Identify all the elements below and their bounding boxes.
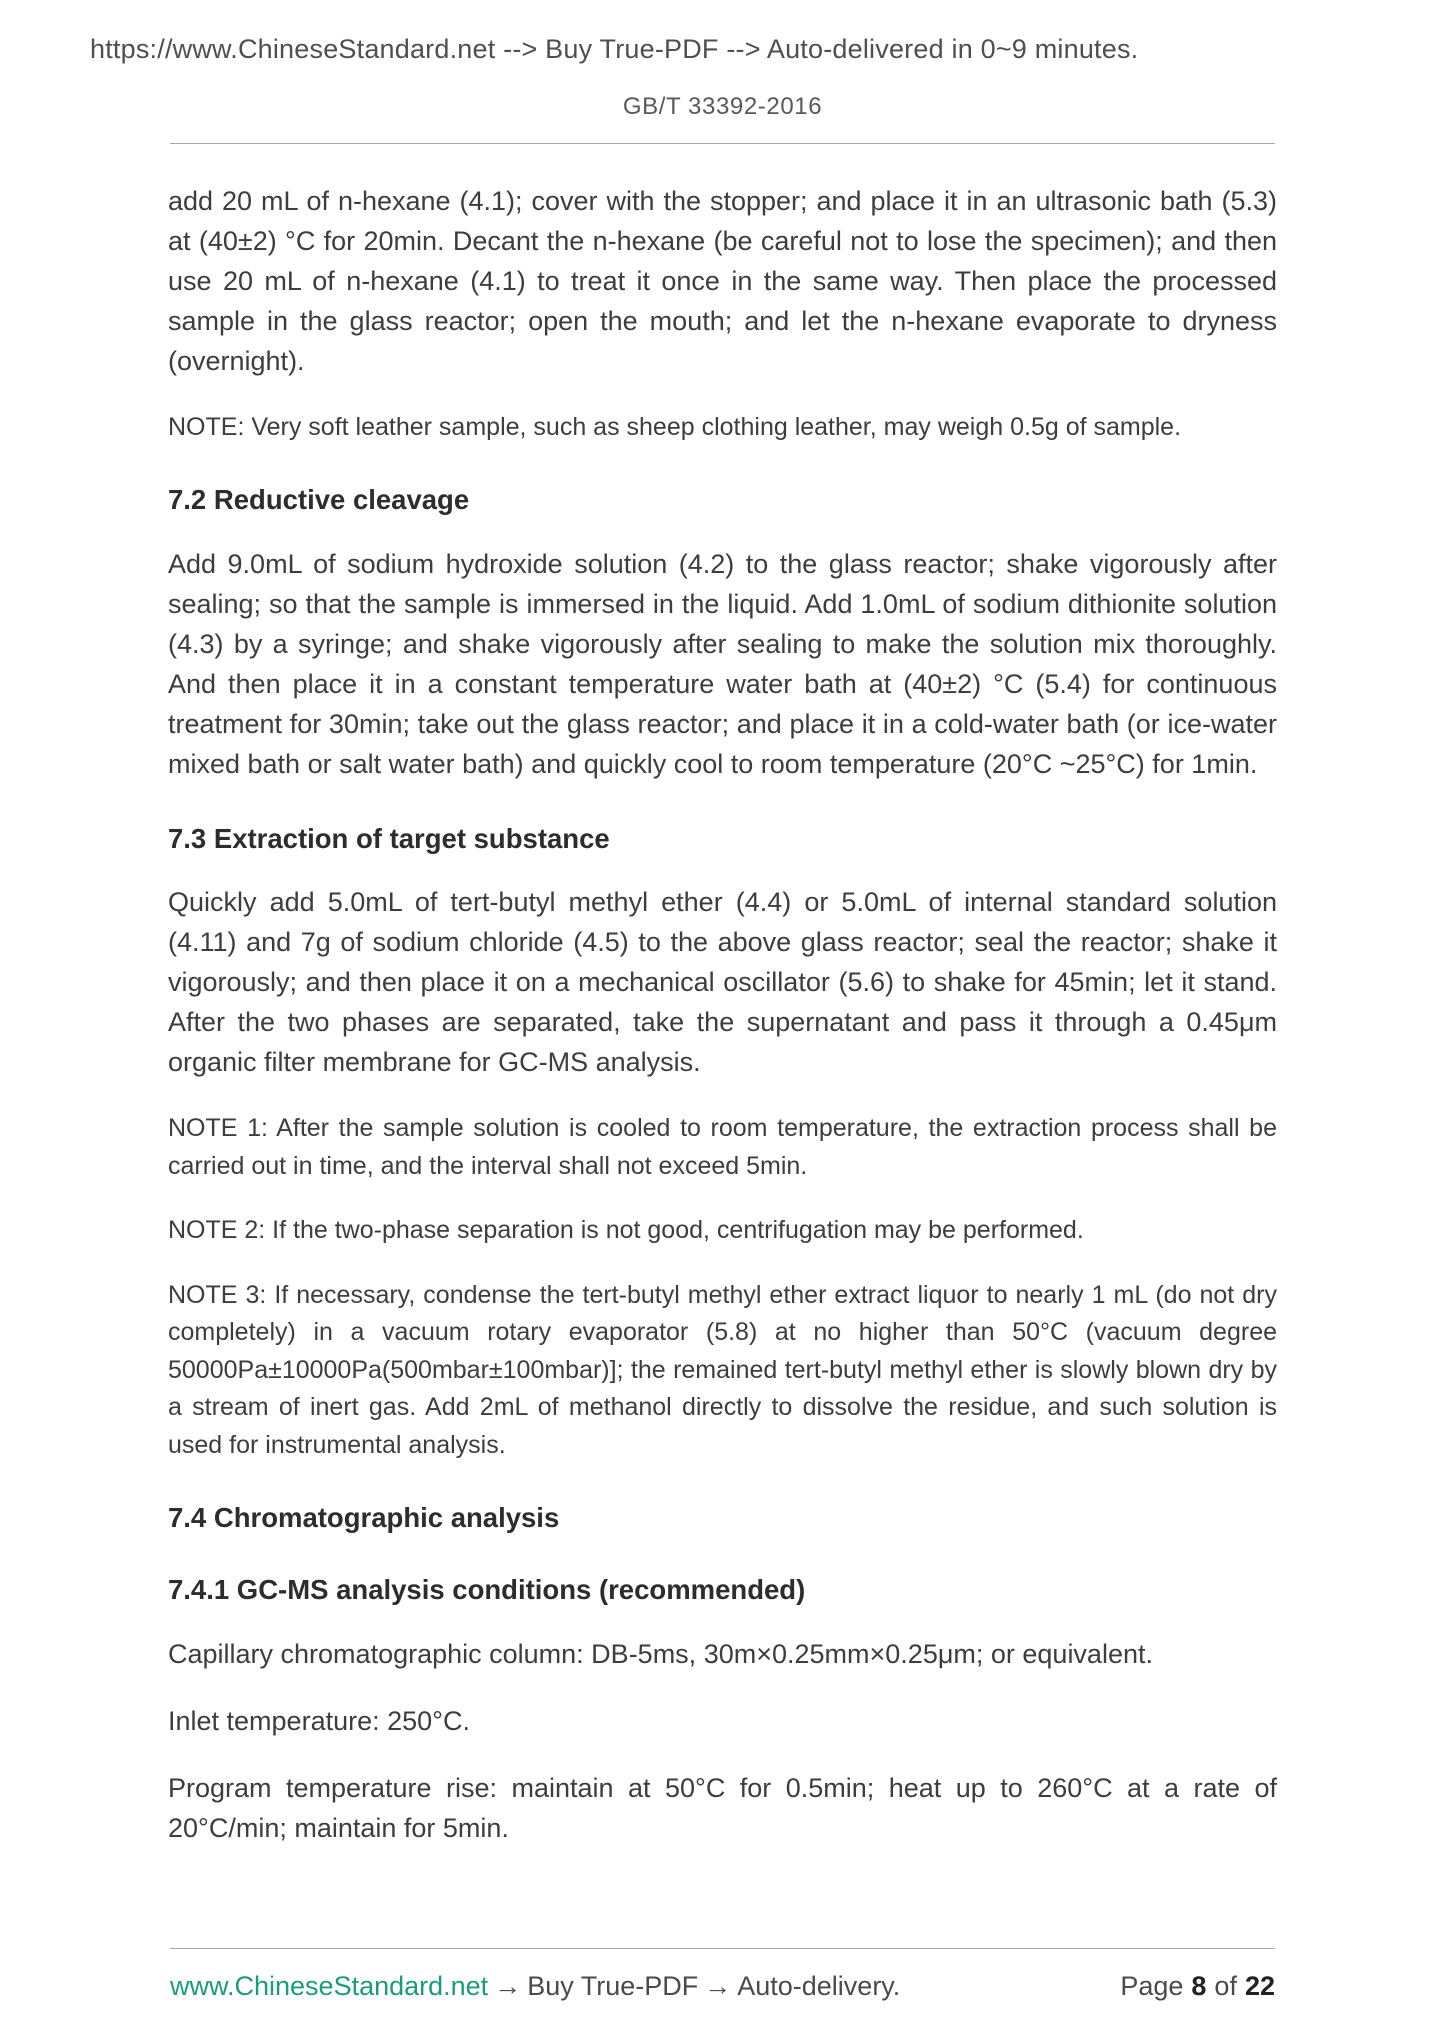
- note-1-extraction-interval: NOTE 1: After the sample solution is cooled to room temperature, the extraction process shall be carried out in time, and the interval shall not exceed 5min.: [168, 1114, 1277, 1180]
- document-body: [0, 144, 1445, 1849]
- footer-buy-text: Buy True-PDF: [527, 1971, 699, 2001]
- page-header: [0, 0, 1445, 144]
- note-3-condense-extract: NOTE 3: If necessary, condense the tert-butyl methyl ether extract liquor to nearly 1 mL (do not dry completely) in a vacuum rotary evaporator (5.8) at no higher than 50°C (vacuum degree 50000Pa±10000Pa(500mbar±100mbar)]; the remained tert-butyl methyl ether is slowly blown dry by a stream of inert gas. Add 2mL of methanol directly to dissolve the residue, and such solution is used for instrumental analysis.: [168, 1280, 1277, 1459]
- doc-number: GB/T 33392-2016: [622, 93, 823, 120]
- heading-7-4-chromatographic-analysis: 7.4 Chromatographic analysis: [168, 1502, 560, 1534]
- paragraph-sample-prep: add 20 mL of n-hexane (4.1); cover with the stopper; and place it in an ultrasonic bath (5.3) at (40±2) °C for 20min. Decant the n-hexane (be careful not to lose the specimen); and then use 20 mL of n-hexane (4.1) to treat it once in the same way. Then place the processed sample in the glass reactor; open the mouth; and let the n-hexane evaporate to dryness (overnight).: [168, 186, 1277, 376]
- paragraph-inlet-temperature: Inlet temperature: 250°C.: [168, 1705, 470, 1736]
- footer-source-line: [170, 1971, 900, 2002]
- footer-site-link[interactable]: www.ChineseStandard.net: [170, 1971, 489, 2001]
- page-label: Page: [1120, 1971, 1184, 2001]
- page-indicator: [1112, 1971, 1275, 2002]
- heading-7-4-1-gcms-conditions: 7.4.1 GC-MS analysis conditions (recommended): [168, 1574, 806, 1605]
- paragraph-program-temperature: Program temperature rise: maintain at 50°C for 0.5min; heat up to 260°C at a rate of 20°C/min; maintain for 5min.: [168, 1772, 1277, 1843]
- heading-7-3-extraction: 7.3 Extraction of target substance: [168, 822, 610, 854]
- note-sample-weight: NOTE: Very soft leather sample, such as sheep clothing leather, may weigh 0.5g of sample.: [168, 412, 1182, 441]
- page-footer: [0, 1948, 1445, 2044]
- note-2-centrifugation: NOTE 2: If the two-phase separation is not good, centrifugation may be performed.: [168, 1216, 1084, 1245]
- paragraph-capillary-column: Capillary chromatographic column: DB-5ms, 30m×0.25mm×0.25μm; or equivalent.: [168, 1638, 1153, 1669]
- paragraph-reductive-cleavage: Add 9.0mL of sodium hydroxide solution (4.2) to the glass reactor; shake vigorously after sealing; so that the sample is immersed in the liquid. Add 1.0mL of sodium dithionite solution (4.3) by a syringe; and shake vigorously after sealing to make the solution mix thoroughly. And then place it in a constant temperature water bath at (40±2) °C (5.4) for continuous treatment for 30min; take out the glass reactor; and place it in a cold-water bath (or ice-water mixed bath or salt water bath) and quickly cool to room temperature (20°C ~25°C) for 1min.: [168, 549, 1277, 779]
- footer-delivery-text: Auto-delivery.: [737, 1971, 901, 2001]
- header-url-line: https://www.ChineseStandard.net --> Buy True-PDF --> Auto-delivered in 0~9 minutes.: [90, 34, 1139, 64]
- paragraph-extraction: Quickly add 5.0mL of tert-butyl methyl ether (4.4) or 5.0mL of internal standard solution (4.11) and 7g of sodium chloride (4.5) to the above glass reactor; seal the reactor; shake it vigorously; and then place it on a mechanical oscillator (5.6) to shake for 45min; let it stand. After the two phases are separated, take the supernatant and pass it through a 0.45μm organic filter membrane for GC-MS analysis.: [168, 887, 1277, 1078]
- heading-7-2-reductive-cleavage: 7.2 Reductive cleavage: [168, 484, 470, 516]
- footer-arrow-icon-1: →: [494, 1971, 522, 2001]
- page-total-number: 22: [1244, 1971, 1275, 2001]
- page-current-number: 8: [1191, 1971, 1207, 2001]
- page-of-label: of: [1214, 1971, 1237, 2001]
- footer-arrow-icon-2: →: [704, 1971, 732, 2001]
